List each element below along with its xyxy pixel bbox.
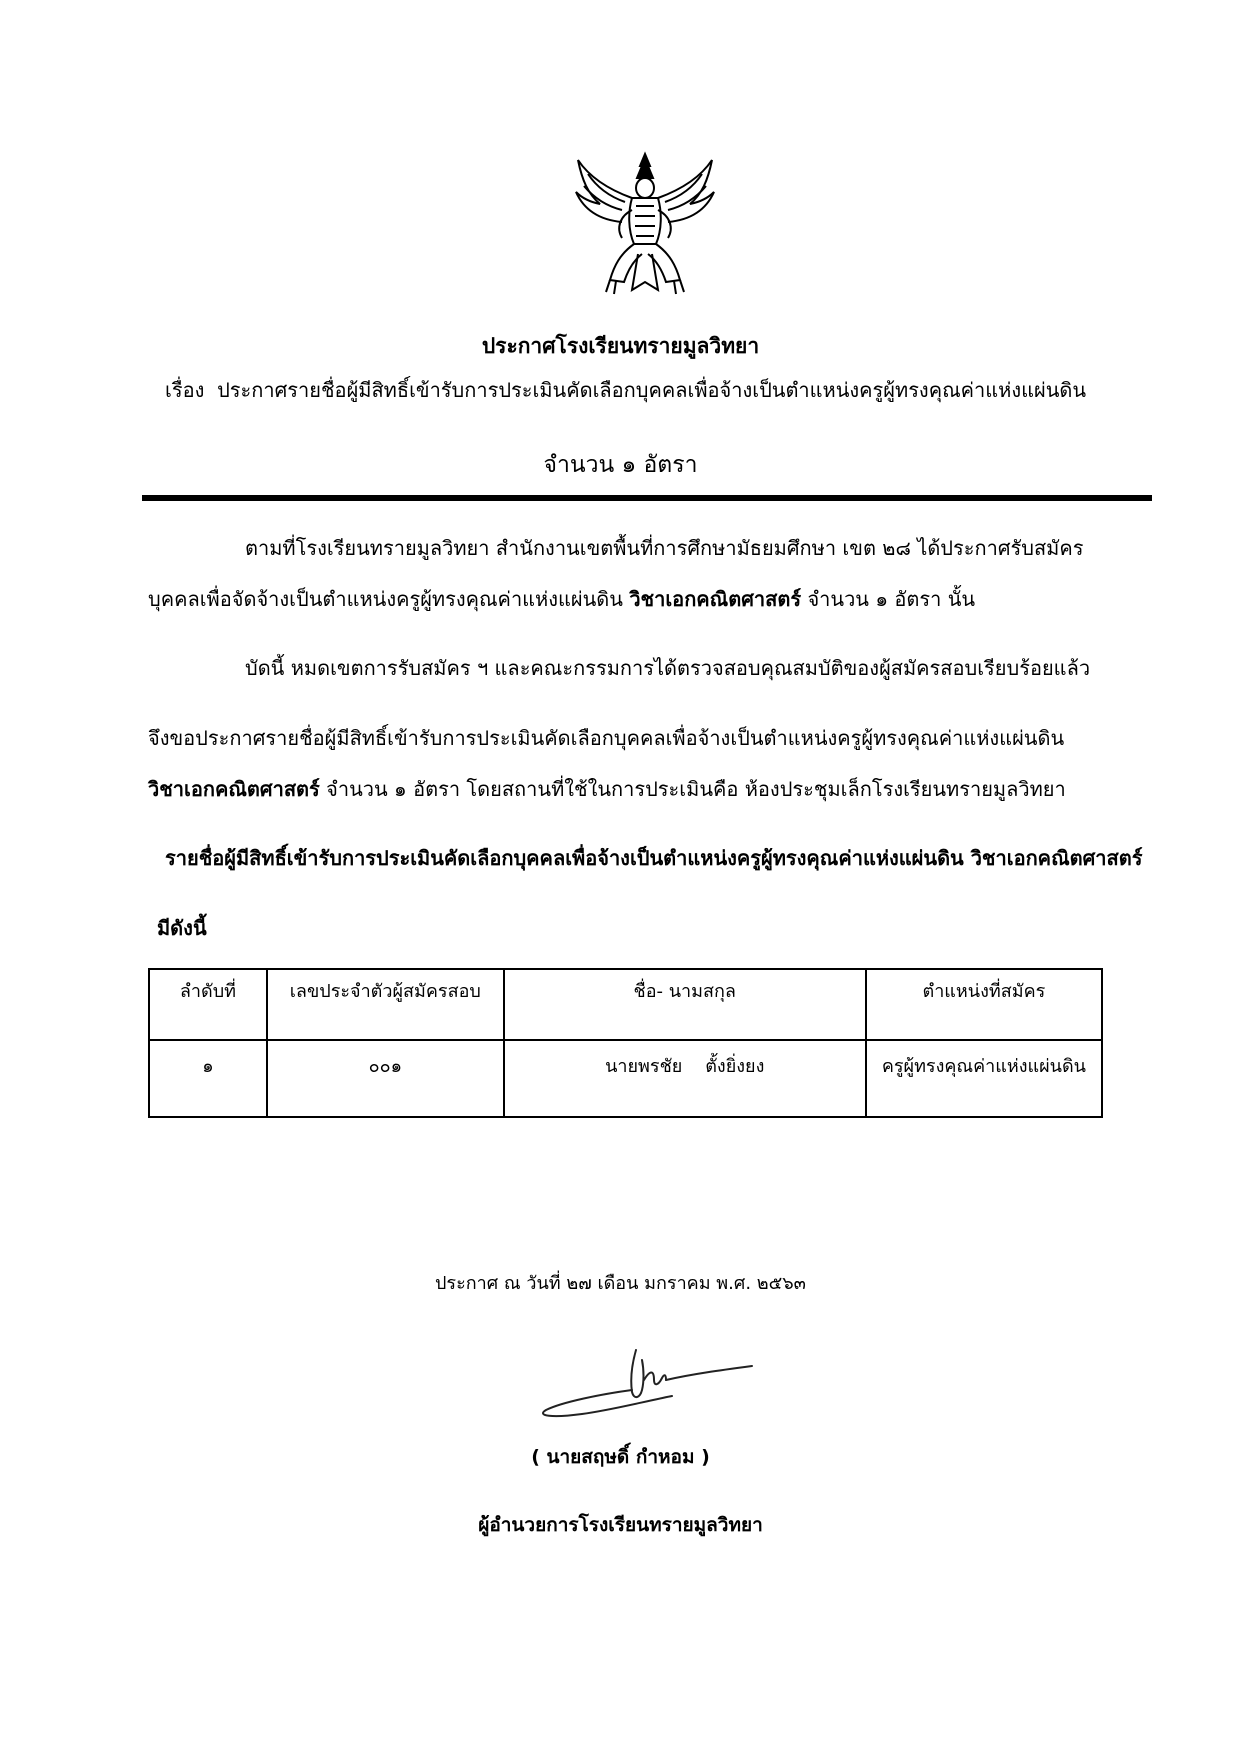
list-tail: มีดังนี้ <box>157 916 207 940</box>
p1-tail: จำนวน ๑ อัตรา นั้น <box>807 587 976 611</box>
subject-text: ประกาศรายชื่อผู้มีสิทธิ์เข้ารับการประเมินคัดเลือกบุคคลเพื่อจ้างเป็นตำแหน่งครูผู้ทรงคุณค่าแห่งแผ่นดิน <box>217 378 1087 402</box>
header-applicant-id: เลขประจำตัวผู้สมัครสอบ <box>267 969 504 1040</box>
applicants-table <box>148 968 1103 1118</box>
cell-full-name: นายพรชัย ตั้งยิ่งยง <box>504 1040 866 1117</box>
table-header-row <box>149 969 1102 1040</box>
p1-subject-bold: วิชาเอกคณิตศาสตร์ <box>629 587 802 611</box>
position-count: จำนวน ๑ อัตรา <box>543 452 698 478</box>
list-title: รายชื่อผู้มีสิทธิ์เข้ารับการประเมินคัดเลือกบุคคลเพื่อจ้างเป็นตำแหน่งครูผู้ทรงคุณค่าแห่งแผ่นดิน วิชาเอกคณิตศาสตร์ <box>165 846 1143 870</box>
signer-position: ผู้อำนวยการโรงเรียนทรายมูลวิทยา <box>478 1514 763 1536</box>
header-position: ตำแหน่งที่สมัคร <box>866 969 1102 1040</box>
table-row <box>149 1040 1102 1117</box>
garuda-emblem <box>570 150 720 300</box>
paragraph-1-line-2 <box>148 583 975 615</box>
paragraph-3-line-1: จึงขอประกาศรายชื่อผู้มีสิทธิ์เข้ารับการประเมินคัดเลือกบุคคลเพื่อจ้างเป็นตำแหน่งครูผู้ทรงคุณค่าแห่งแผ่นดิน <box>148 726 1065 750</box>
cell-applicant-id: ๐๐๑ <box>267 1040 504 1117</box>
cell-position: ครูผู้ทรงคุณค่าแห่งแผ่นดิน <box>866 1040 1102 1117</box>
signer-name: ( นายสฤษดิ์ กำหอม ) <box>531 1446 710 1468</box>
paragraph-2: บัดนี้ หมดเขตการรับสมัคร ฯ และคณะกรรมการได้ตรวจสอบคุณสมบัติของผู้สมัครสอบเรียบร้อยแล้ว <box>245 656 1091 680</box>
subject-prefix: เรื่อง <box>165 378 205 402</box>
cell-order: ๑ <box>149 1040 267 1117</box>
announcement-title: ประกาศโรงเรียนทรายมูลวิทยา <box>481 334 760 358</box>
p3-tail: จำนวน ๑ อัตรา โดยสถานที่ใช้ในการประเมินคือ ห้องประชุมเล็กโรงเรียนทรายมูลวิทยา <box>326 777 1066 801</box>
paragraph-3-line-2 <box>148 773 1066 805</box>
p3-subject-bold: วิชาเอกคณิตศาสตร์ <box>148 777 320 801</box>
signature <box>532 1340 772 1420</box>
paragraph-1-line-1: ตามที่โรงเรียนทรายมูลวิทยา สำนักงานเขตพื้นที่การศึกษามัธยมศึกษา เขต ๒๘ ได้ประกาศรับสมัคร <box>245 536 1084 560</box>
header-order: ลำดับที่ <box>149 969 267 1040</box>
header-full-name: ชื่อ- นามสกุล <box>504 969 866 1040</box>
p1-text: บุคคลเพื่อจัดจ้างเป็นตำแหน่งครูผู้ทรงคุณค่าแห่งแผ่นดิน <box>148 587 623 611</box>
title-divider <box>142 495 1152 501</box>
announcement-subject <box>165 374 1086 406</box>
announcement-date: ประกาศ ณ วันที่ ๒๗ เดือน มกราคม พ.ศ. ๒๕๖๓ <box>435 1273 806 1294</box>
